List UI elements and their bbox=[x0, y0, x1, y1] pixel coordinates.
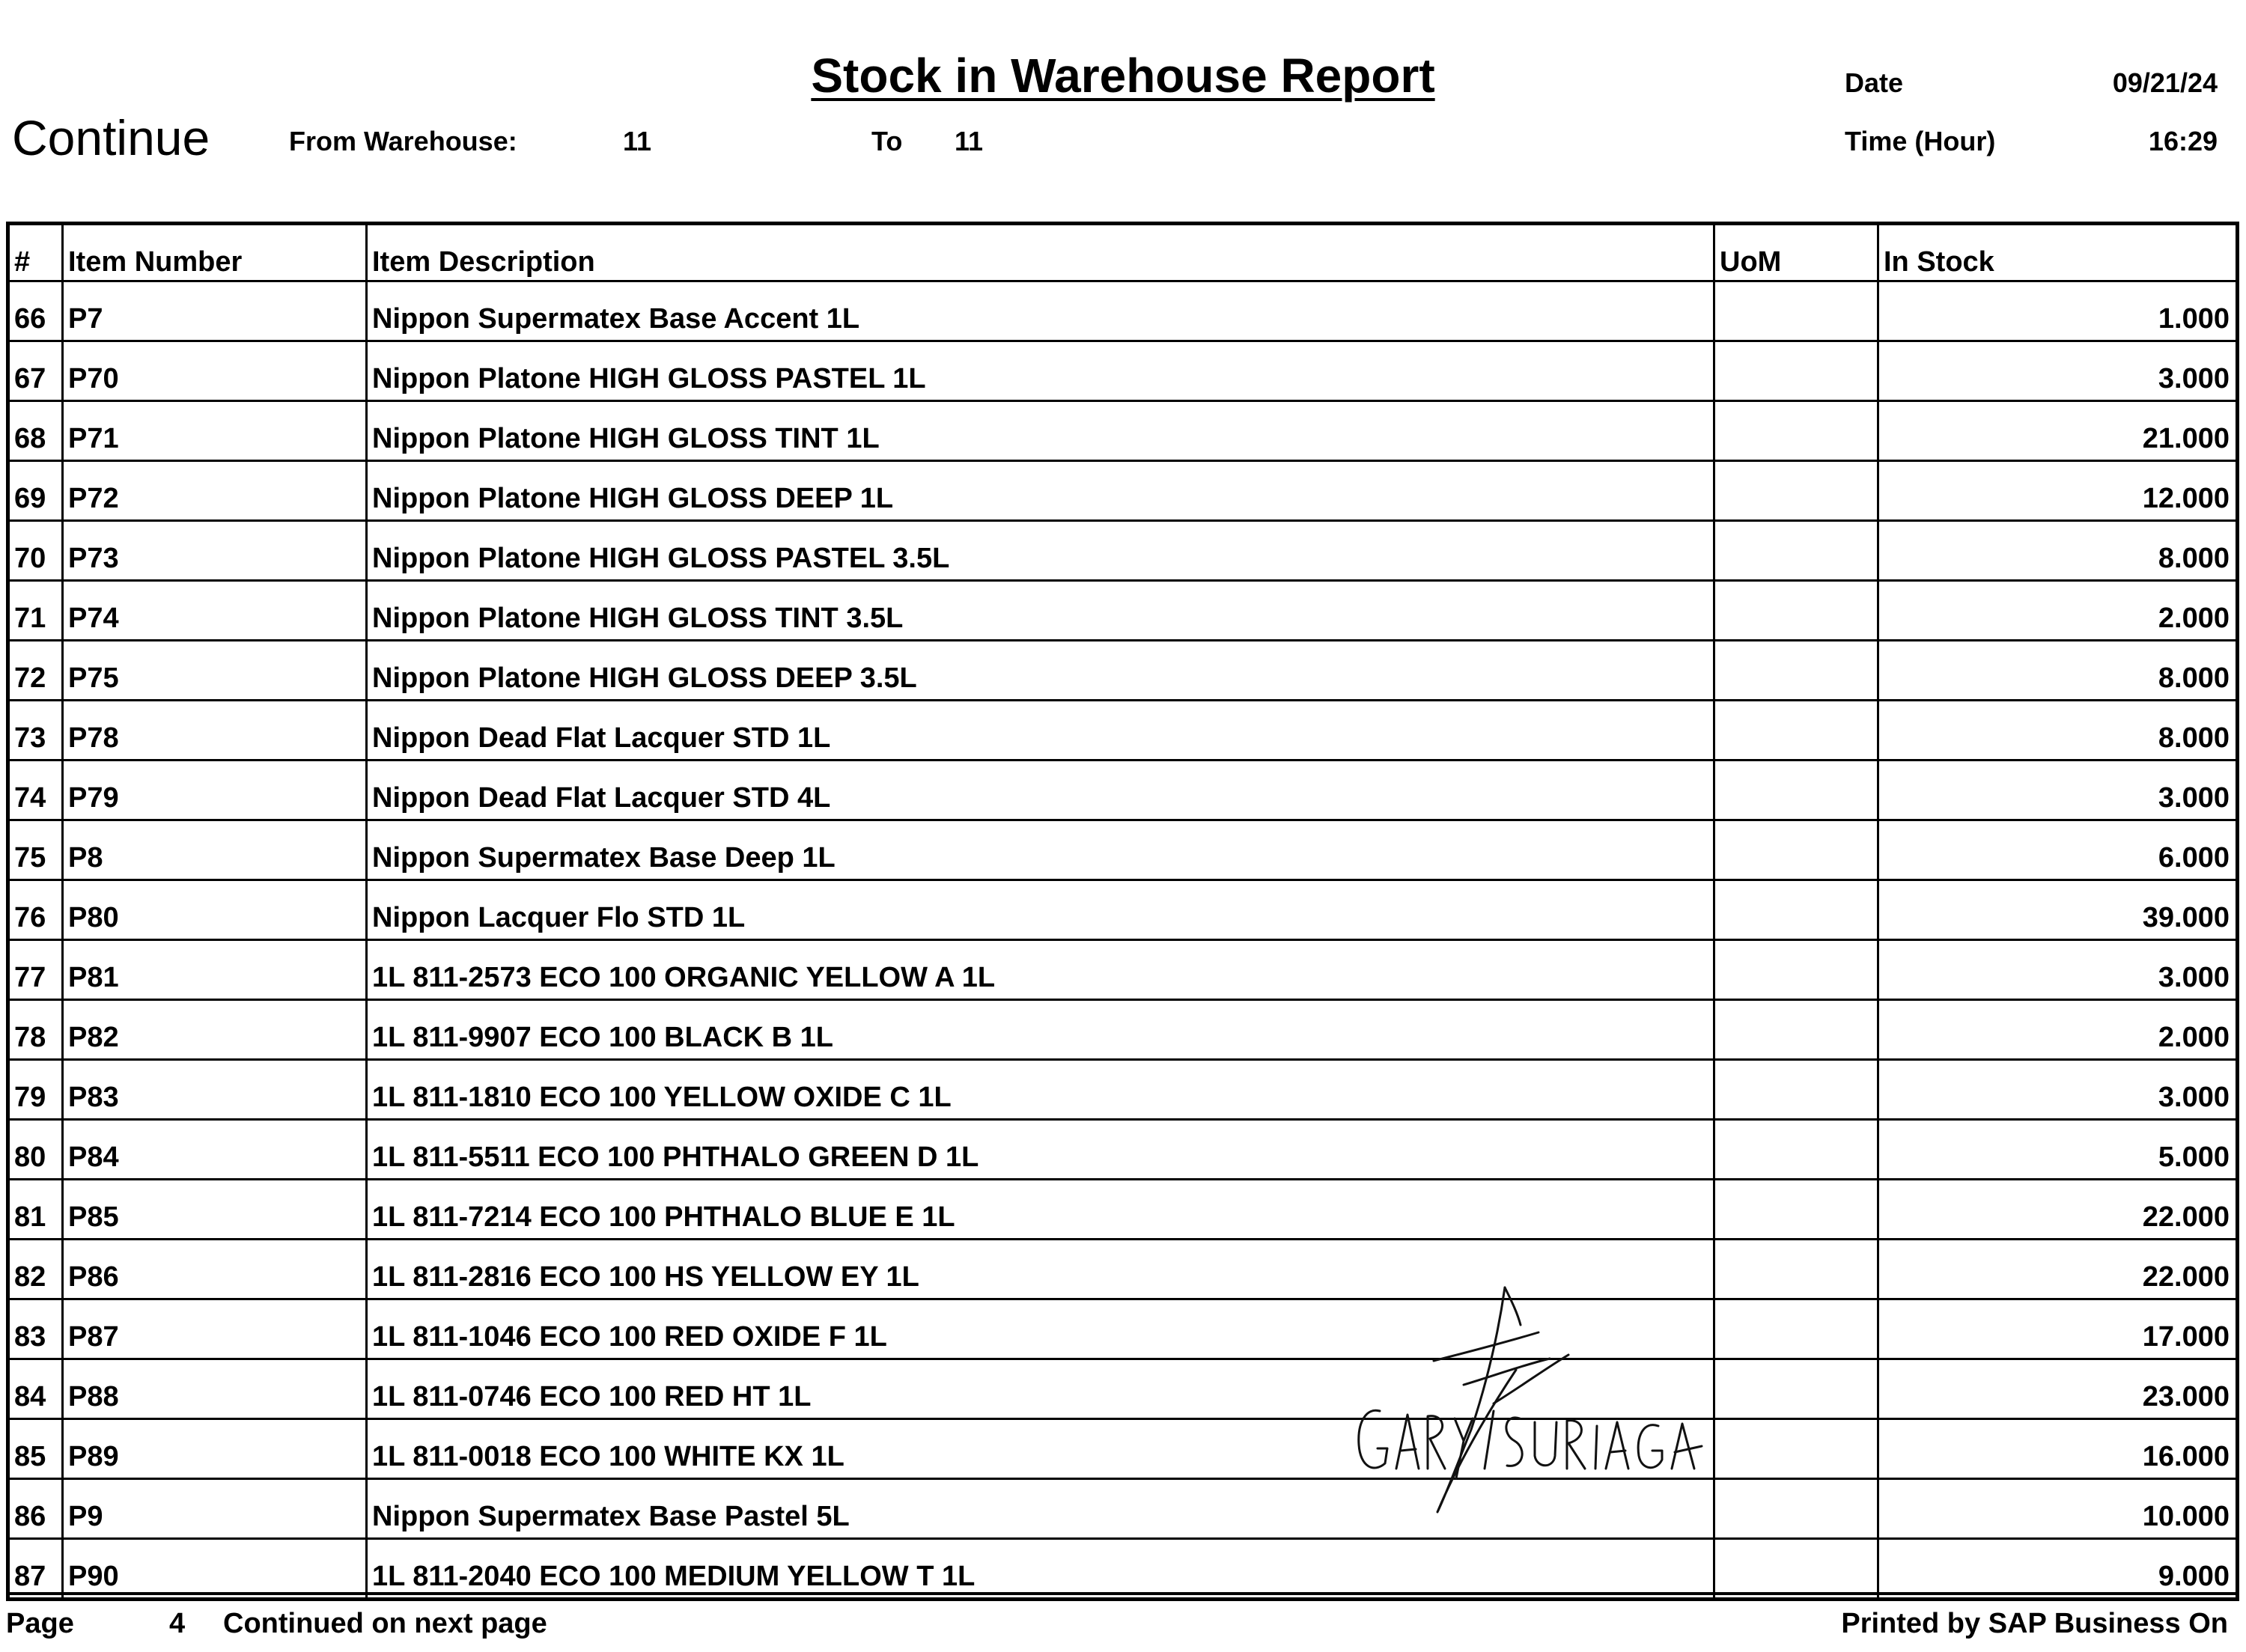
cell-row-number: 72 bbox=[8, 641, 63, 701]
table-row bbox=[8, 581, 2238, 641]
cell-row-number: 82 bbox=[8, 1240, 63, 1299]
cell-uom bbox=[1714, 1539, 1878, 1600]
time-label: Time (Hour) bbox=[1845, 126, 1996, 156]
cell-uom bbox=[1714, 1359, 1878, 1419]
cell-row-number: 71 bbox=[8, 581, 63, 641]
cell-item-number: P75 bbox=[63, 641, 367, 701]
table-row bbox=[8, 1479, 2238, 1539]
table-row bbox=[8, 1359, 2238, 1419]
date-value: 09/21/24 bbox=[2112, 67, 2218, 98]
to-warehouse-value: 11 bbox=[955, 126, 984, 156]
cell-uom bbox=[1714, 641, 1878, 701]
cell-item-description: 1L 811-5511 ECO 100 PHTHALO GREEN D 1L bbox=[367, 1120, 1714, 1180]
cell-item-description: 1L 811-1046 ECO 100 RED OXIDE F 1L bbox=[367, 1299, 1714, 1359]
table-row bbox=[8, 1539, 2238, 1600]
cell-item-number: P70 bbox=[63, 341, 367, 401]
cell-uom bbox=[1714, 1180, 1878, 1240]
cell-uom bbox=[1714, 581, 1878, 641]
cell-item-description: Nippon Lacquer Flo STD 1L bbox=[367, 880, 1714, 940]
cell-item-description: 1L 811-2816 ECO 100 HS YELLOW EY 1L bbox=[367, 1240, 1714, 1299]
cell-item-number: P83 bbox=[63, 1060, 367, 1120]
cell-in-stock: 8.000 bbox=[1878, 521, 2238, 581]
table-row bbox=[8, 1180, 2238, 1240]
table-row bbox=[8, 880, 2238, 940]
cell-in-stock: 9.000 bbox=[1878, 1539, 2238, 1600]
cell-item-number: P78 bbox=[63, 701, 367, 761]
cell-uom bbox=[1714, 1299, 1878, 1359]
cell-uom bbox=[1714, 1419, 1878, 1479]
from-warehouse-label: From Warehouse: bbox=[289, 126, 517, 156]
cell-in-stock: 5.000 bbox=[1878, 1120, 2238, 1180]
cell-item-description: Nippon Platone HIGH GLOSS PASTEL 3.5L bbox=[367, 521, 1714, 581]
footer-page-label: Page bbox=[6, 1608, 74, 1639]
table-row bbox=[8, 1240, 2238, 1299]
cell-row-number: 83 bbox=[8, 1299, 63, 1359]
cell-row-number: 80 bbox=[8, 1120, 63, 1180]
column-header-number: # bbox=[8, 224, 63, 281]
cell-item-number: P8 bbox=[63, 820, 367, 880]
footer-divider bbox=[6, 1592, 2236, 1595]
cell-row-number: 79 bbox=[8, 1060, 63, 1120]
handwritten-signature bbox=[1344, 1272, 1733, 1527]
cell-item-description: Nippon Platone HIGH GLOSS TINT 3.5L bbox=[367, 581, 1714, 641]
table-header-row bbox=[8, 224, 2238, 281]
cell-row-number: 69 bbox=[8, 461, 63, 521]
cell-item-number: P74 bbox=[63, 581, 367, 641]
table-row bbox=[8, 641, 2238, 701]
cell-uom bbox=[1714, 820, 1878, 880]
cell-row-number: 76 bbox=[8, 880, 63, 940]
cell-item-description: Nippon Platone HIGH GLOSS DEEP 3.5L bbox=[367, 641, 1714, 701]
cell-in-stock: 3.000 bbox=[1878, 1060, 2238, 1120]
cell-in-stock: 6.000 bbox=[1878, 820, 2238, 880]
table-row bbox=[8, 521, 2238, 581]
cell-uom bbox=[1714, 1120, 1878, 1180]
cell-item-number: P85 bbox=[63, 1180, 367, 1240]
cell-row-number: 77 bbox=[8, 940, 63, 1000]
report-title: Stock in Warehouse Report bbox=[811, 49, 1435, 103]
cell-in-stock: 8.000 bbox=[1878, 641, 2238, 701]
table-row bbox=[8, 761, 2238, 820]
stock-table bbox=[6, 222, 2239, 1601]
cell-in-stock: 23.000 bbox=[1878, 1359, 2238, 1419]
cell-in-stock: 39.000 bbox=[1878, 880, 2238, 940]
table-row bbox=[8, 1000, 2238, 1060]
cell-uom bbox=[1714, 1240, 1878, 1299]
cell-item-number: P9 bbox=[63, 1479, 367, 1539]
cell-item-number: P82 bbox=[63, 1000, 367, 1060]
cell-uom bbox=[1714, 1060, 1878, 1120]
cell-item-number: P87 bbox=[63, 1299, 367, 1359]
cell-in-stock: 2.000 bbox=[1878, 1000, 2238, 1060]
cell-row-number: 66 bbox=[8, 281, 63, 341]
cell-item-number: P79 bbox=[63, 761, 367, 820]
table-row bbox=[8, 1299, 2238, 1359]
cell-item-description: 1L 811-1810 ECO 100 YELLOW OXIDE C 1L bbox=[367, 1060, 1714, 1120]
cell-in-stock: 16.000 bbox=[1878, 1419, 2238, 1479]
cell-item-number: P84 bbox=[63, 1120, 367, 1180]
table-row bbox=[8, 1419, 2238, 1479]
cell-row-number: 75 bbox=[8, 820, 63, 880]
cell-row-number: 78 bbox=[8, 1000, 63, 1060]
cell-item-number: P90 bbox=[63, 1539, 367, 1600]
cell-in-stock: 1.000 bbox=[1878, 281, 2238, 341]
cell-row-number: 81 bbox=[8, 1180, 63, 1240]
cell-item-number: P73 bbox=[63, 521, 367, 581]
cell-uom bbox=[1714, 521, 1878, 581]
cell-item-description: Nippon Platone HIGH GLOSS PASTEL 1L bbox=[367, 341, 1714, 401]
cell-item-number: P88 bbox=[63, 1359, 367, 1419]
cell-row-number: 70 bbox=[8, 521, 63, 581]
footer-continued-text: Continued on next page bbox=[223, 1608, 547, 1639]
table-row bbox=[8, 281, 2238, 341]
cell-in-stock: 2.000 bbox=[1878, 581, 2238, 641]
column-header-in-stock: In Stock bbox=[1878, 224, 2238, 281]
cell-item-description: 1L 811-9907 ECO 100 BLACK B 1L bbox=[367, 1000, 1714, 1060]
cell-item-description: Nippon Platone HIGH GLOSS TINT 1L bbox=[367, 401, 1714, 461]
cell-in-stock: 10.000 bbox=[1878, 1479, 2238, 1539]
table-row bbox=[8, 1120, 2238, 1180]
cell-item-description: Nippon Platone HIGH GLOSS DEEP 1L bbox=[367, 461, 1714, 521]
cell-item-description: Nippon Supermatex Base Pastel 5L bbox=[367, 1479, 1714, 1539]
cell-item-number: P80 bbox=[63, 880, 367, 940]
cell-item-number: P7 bbox=[63, 281, 367, 341]
column-header-item-number: Item Number bbox=[63, 224, 367, 281]
date-label: Date bbox=[1845, 67, 1904, 98]
cell-item-description: 1L 811-0746 ECO 100 RED HT 1L bbox=[367, 1359, 1714, 1419]
time-value: 16:29 bbox=[2148, 126, 2218, 156]
cell-uom bbox=[1714, 880, 1878, 940]
to-label: To bbox=[871, 126, 903, 156]
cell-item-description: Nippon Supermatex Base Deep 1L bbox=[367, 820, 1714, 880]
table-body bbox=[8, 281, 2238, 1600]
cell-uom bbox=[1714, 940, 1878, 1000]
cell-item-description: 1L 811-0018 ECO 100 WHITE KX 1L bbox=[367, 1419, 1714, 1479]
cell-uom bbox=[1714, 341, 1878, 401]
cell-uom bbox=[1714, 401, 1878, 461]
cell-item-description: Nippon Dead Flat Lacquer STD 4L bbox=[367, 761, 1714, 820]
cell-row-number: 86 bbox=[8, 1479, 63, 1539]
cell-item-number: P71 bbox=[63, 401, 367, 461]
table-row bbox=[8, 341, 2238, 401]
cell-in-stock: 17.000 bbox=[1878, 1299, 2238, 1359]
continue-label: Continue bbox=[12, 110, 210, 165]
cell-row-number: 73 bbox=[8, 701, 63, 761]
cell-in-stock: 12.000 bbox=[1878, 461, 2238, 521]
cell-in-stock: 3.000 bbox=[1878, 940, 2238, 1000]
column-header-uom: UoM bbox=[1714, 224, 1878, 281]
cell-uom bbox=[1714, 281, 1878, 341]
cell-in-stock: 3.000 bbox=[1878, 341, 2238, 401]
cell-uom bbox=[1714, 761, 1878, 820]
cell-row-number: 67 bbox=[8, 341, 63, 401]
table-row bbox=[8, 461, 2238, 521]
cell-item-description: 1L 811-7214 ECO 100 PHTHALO BLUE E 1L bbox=[367, 1180, 1714, 1240]
cell-item-number: P81 bbox=[63, 940, 367, 1000]
cell-in-stock: 3.000 bbox=[1878, 761, 2238, 820]
cell-row-number: 84 bbox=[8, 1359, 63, 1419]
footer-page-number: 4 bbox=[169, 1608, 186, 1639]
cell-item-description: Nippon Supermatex Base Accent 1L bbox=[367, 281, 1714, 341]
column-header-item-description: Item Description bbox=[367, 224, 1714, 281]
table-row bbox=[8, 701, 2238, 761]
table-row bbox=[8, 1060, 2238, 1120]
cell-row-number: 87 bbox=[8, 1539, 63, 1600]
cell-uom bbox=[1714, 701, 1878, 761]
cell-item-description: Nippon Dead Flat Lacquer STD 1L bbox=[367, 701, 1714, 761]
cell-row-number: 74 bbox=[8, 761, 63, 820]
cell-item-description: 1L 811-2573 ECO 100 ORGANIC YELLOW A 1L bbox=[367, 940, 1714, 1000]
from-warehouse-value: 11 bbox=[623, 126, 652, 156]
cell-item-number: P86 bbox=[63, 1240, 367, 1299]
table-row bbox=[8, 940, 2238, 1000]
cell-in-stock: 21.000 bbox=[1878, 401, 2238, 461]
footer-printed-by: Printed by SAP Business On bbox=[1841, 1608, 2228, 1639]
cell-in-stock: 8.000 bbox=[1878, 701, 2238, 761]
cell-row-number: 85 bbox=[8, 1419, 63, 1479]
cell-in-stock: 22.000 bbox=[1878, 1240, 2238, 1299]
cell-item-description: 1L 811-2040 ECO 100 MEDIUM YELLOW T 1L bbox=[367, 1539, 1714, 1600]
table-row bbox=[8, 820, 2238, 880]
table-row bbox=[8, 401, 2238, 461]
cell-uom bbox=[1714, 1479, 1878, 1539]
cell-uom bbox=[1714, 461, 1878, 521]
cell-item-number: P89 bbox=[63, 1419, 367, 1479]
cell-row-number: 68 bbox=[8, 401, 63, 461]
cell-in-stock: 22.000 bbox=[1878, 1180, 2238, 1240]
cell-uom bbox=[1714, 1000, 1878, 1060]
cell-item-number: P72 bbox=[63, 461, 367, 521]
